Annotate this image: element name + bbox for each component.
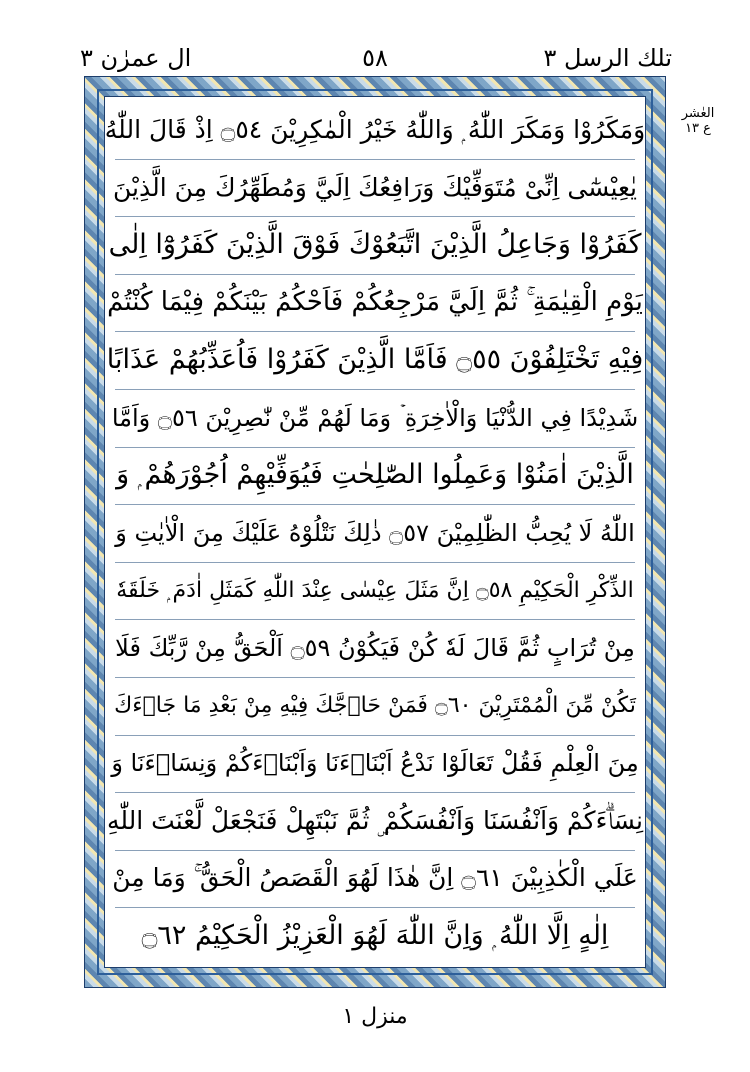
verse-line: مِنْ تُرَابٍ ثُمَّ قَالَ لَهٗ كُنْ فَيَكُوْنُ ۝٥٩ اَلْحَقُّ مِنْ رَّبِّكَ فَلَا [115,633,635,662]
verse-line: تَكُنْ مِّنَ الْمُمْتَرِيْنَ ۝٦٠ فَمَنْ حَاۗجَّكَ فِيْهِ مِنْ بَعْدِ مَا جَاۗءَكَ [114,693,636,718]
header-surah-title: ال عمرٰن ٣ [80,44,192,72]
quran-text-panel [104,96,646,968]
verse-line: مِنَ الْعِلْمِ فَقُلْ تَعَالَوْا نَدْعُ اَبْنَاۗءَنَا وَاَبْنَاۗءَكُمْ وَنِسَاۗءَنَا وَ [111,749,639,778]
verse-line: الذِّكْرِ الْحَكِيْمِ ۝٥٨ اِنَّ مَثَلَ عِيْسٰى عِنْدَ اللّٰهِ كَمَثَلِ اٰدَمَ ۭ خَلَقَهٗ [116,577,634,603]
ornamental-border [84,76,666,988]
verse-line: اِلٰهٍ اِلَّا اللّٰهُ ۭ وَاِنَّ اللّٰهَ لَھُوَ الْعَزِيْزُ الْحَكِيْمُ ۝٦٢ [141,919,609,951]
verse-line: شَدِيْدًا فِي الدُّنْيَا وَالْاٰخِرَةِ ۡ وَمَا لَھُمْ مِّنْ نّٰصِرِيْنَ ۝٥٦ وَاَمَّا [111,403,639,432]
ruku-margin-marker: العٰشر ع ١٣ [681,106,715,136]
verse-line: يَوْمِ الْقِيٰمَةِ ۚ ثُمَّ اِلَيَّ مَرْجِعُكُمْ فَاَحْكُمُ بَيْنَكُمْ فِيْمَا كُنْتُمْ [107,286,643,317]
header-juz-title: تلك الرسل ٣ [543,44,672,72]
verse-line: يٰعِيْسٰٓى اِنِّىْ مُتَوَفِّيْكَ وَرَافِعُكَ اِلَيَّ وَمُطَهِّرُكَ مِنَ الَّذِيْنَ [112,172,638,202]
verse-line: عَلَي الْكٰذِبِيْنَ ۝٦١ اِنَّ ھٰذَا لَهُوَ الْقَصَصُ الْحَقُّ ۚ وَمَا مِنْ [112,863,638,893]
verse-line: فِيْهِ تَخْتَلِفُوْنَ ۝٥٥ فَاَمَّا الَّذِيْنَ كَفَرُوْا فَاُعَذِّبُهُمْ عَذَابًا [106,344,644,376]
verse-line: وَمَكَرُوْا وَمَكَرَ اللّٰهُ ۭ وَاللّٰهُ خَيْرُ الْمٰكِرِيْنَ ۝٥٤ اِذْ قَالَ اللّٰهُ [105,114,645,144]
page-number: ٥٨ [362,44,388,72]
verse-line: اللّٰهُ لَا يُحِبُّ الظّٰلِمِيْنَ ۝٥٧ ذٰلِكَ نَتْلُوْهُ عَلَيْكَ مِنَ الْاٰيٰتِ وَ [115,518,635,547]
verse-line: كَفَرُوْا وَجَاعِلُ الَّذِيْنَ اتَّبَعُوْكَ فَوْقَ الَّذِيْنَ كَفَرُوْٓا اِلٰى [108,229,642,261]
verse-line: الَّذِيْنَ اٰمَنُوْا وَعَمِلُوا الصّٰلِحٰتِ فَيُوَفِّيْهِمْ اُجُوْرَھُمْ ۭ وَ [116,459,634,491]
manzil-footer: منزل ١ [342,1004,408,1029]
verse-line: نِسَاۗءَكُمْ وَاَنْفُسَنَا وَاَنْفُسَكُمْ ۣ ثُمَّ نَبْتَهِلْ فَنَجْعَلْ لَّعْنَتَ اللّٰهِ [106,805,644,835]
